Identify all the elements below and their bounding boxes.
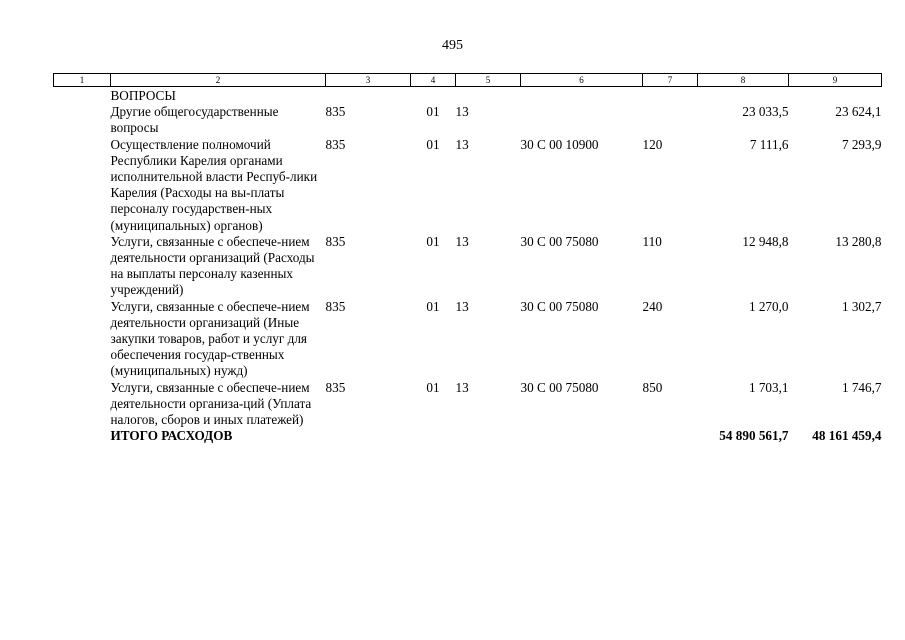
cell-ministry-code: 835: [325, 298, 346, 314]
cell-subsection: 13: [455, 298, 469, 314]
cell-description: Услуги, связанные с обеспече-нием деятельности организа-ций (Уплата налогов, сборов и иных платежей): [110, 379, 312, 428]
cell-description: Услуги, связанные с обеспече-нием деятельности организаций (Иные закупки товаров, работ и услуг для обеспечения государ-ственных (муниципальных) нужд): [110, 298, 310, 379]
column-header: 5: [456, 74, 521, 87]
cell-expense-type: 240: [642, 298, 663, 314]
cell-amount-year-2: 13 280,8: [835, 233, 882, 249]
cell-target-article: [521, 87, 643, 105]
total-row: [54, 428, 882, 444]
cell-amount-year-2: [789, 87, 882, 105]
cell-section: 01: [426, 233, 440, 249]
cell-ministry-code: [326, 87, 411, 105]
cell-description: Услуги, связанные с обеспече-нием деятельности организаций (Расходы на выплаты персоналу казенных учреждений): [110, 233, 315, 298]
column-header: 2: [111, 74, 326, 87]
cell-target-article: 30 С 00 75080: [520, 379, 599, 395]
page-number: 495: [442, 38, 463, 53]
cell-section: 01: [426, 136, 440, 152]
cell-description: Осуществление полномочий Республики Карелия органами исполнительной власти Респуб-лики Карелия (Расходы на вы-платы персоналу государствен-ных (муниципальных) органов): [110, 136, 318, 233]
cell-ministry-code: 835: [325, 233, 346, 249]
table-row: [54, 380, 882, 429]
cell-number: [54, 299, 111, 380]
cell-subsection: [456, 87, 521, 105]
cell-expense-type: 110: [642, 233, 662, 249]
cell-amount-year-2: 1 746,7: [841, 379, 882, 395]
cell-amount-year-2: 7 293,9: [841, 136, 882, 152]
total-spacer: [326, 428, 698, 444]
cell-target-article: 30 С 00 75080: [520, 233, 599, 249]
total-spacer: [54, 428, 111, 444]
cell-amount-year-1: 1 703,1: [748, 379, 789, 395]
cell-description: Другие общегосударственные вопросы: [110, 104, 279, 136]
cell-expense-type: 120: [642, 136, 663, 152]
cell-expense-type: [643, 104, 698, 136]
cell-subsection: 13: [455, 379, 469, 395]
cell-expense-type: 850: [642, 379, 663, 395]
cell-amount-year-2: 1 302,7: [841, 298, 882, 314]
cell-section: [411, 87, 456, 105]
column-header: 8: [698, 74, 789, 87]
cell-number: [54, 137, 111, 234]
cell-ministry-code: 835: [325, 104, 346, 120]
column-header: 1: [54, 74, 111, 87]
table-row: [54, 104, 882, 136]
total-label: ИТОГО РАСХОДОВ: [110, 428, 233, 444]
cell-ministry-code: 835: [325, 379, 346, 395]
cell-amount-year-2: 23 624,1: [835, 104, 882, 120]
cell-amount-year-1: 12 948,8: [742, 233, 789, 249]
table-row: [54, 234, 882, 299]
cell-subsection: 13: [455, 136, 469, 152]
column-header: 4: [411, 74, 456, 87]
table-row: [54, 299, 882, 380]
table-row: [54, 137, 882, 234]
cell-subsection: 13: [455, 233, 469, 249]
cell-subsection: 13: [455, 104, 469, 120]
cell-amount-year-1: [698, 87, 789, 105]
total-amount-year-1: 54 890 561,7: [719, 428, 789, 444]
table-row: [54, 87, 882, 105]
total-amount-year-2: 48 161 459,4: [812, 428, 882, 444]
cell-number: [54, 380, 111, 429]
cell-target-article: 30 С 00 75080: [520, 298, 599, 314]
budget-table: [53, 73, 882, 444]
cell-number: [54, 104, 111, 136]
cell-number: [54, 234, 111, 299]
cell-ministry-code: 835: [325, 136, 346, 152]
cell-description: ВОПРОСЫ: [110, 88, 176, 103]
cell-section: 01: [426, 298, 440, 314]
cell-target-article: 30 С 00 10900: [520, 136, 599, 152]
cell-section: 01: [426, 379, 440, 395]
cell-amount-year-1: 23 033,5: [742, 104, 789, 120]
column-header: 6: [521, 74, 643, 87]
cell-number: [54, 87, 111, 105]
column-number-header: [54, 74, 882, 87]
column-header: 3: [326, 74, 411, 87]
cell-amount-year-1: 1 270,0: [748, 298, 789, 314]
cell-target-article: [521, 104, 643, 136]
cell-expense-type: [643, 87, 698, 105]
column-header: 7: [643, 74, 698, 87]
cell-section: 01: [426, 104, 440, 120]
cell-amount-year-1: 7 111,6: [749, 136, 789, 152]
column-header: 9: [789, 74, 882, 87]
